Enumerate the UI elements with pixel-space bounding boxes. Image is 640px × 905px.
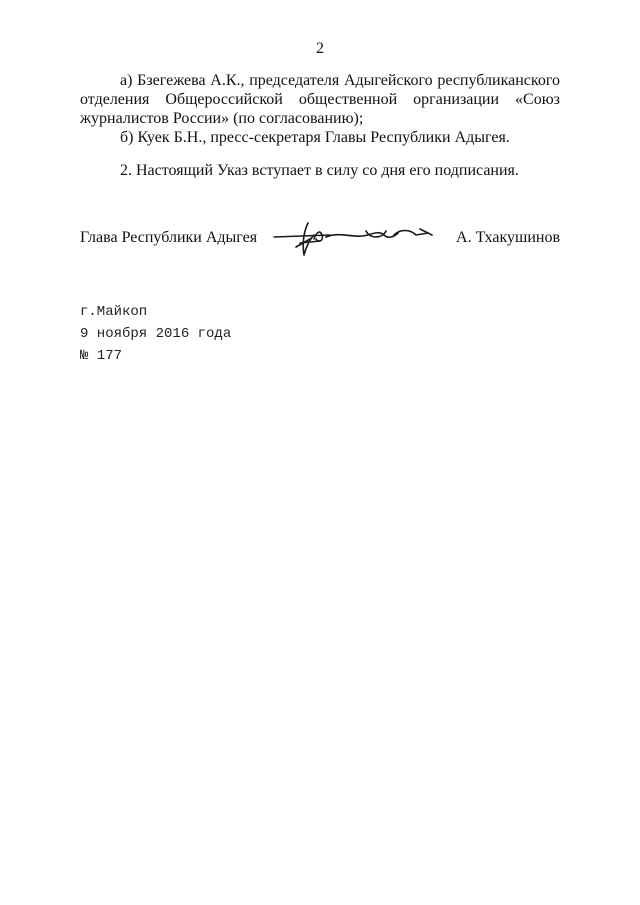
page-number: 2 [316, 40, 324, 57]
item-a-line1: а) Бзегежева А.К., председателя Адыгейского республиканского [120, 72, 560, 89]
item-a-line2: отделения Общероссийской общественной организации «Союз [80, 91, 560, 108]
item-a-line3: журналистов России» (по согласованию); [80, 110, 364, 127]
signatory-name: А. Тхакушинов [456, 229, 560, 246]
handwritten-signature [270, 213, 440, 263]
footer-number: № 177 [80, 348, 123, 364]
footer-date: 9 ноября 2016 года [80, 326, 232, 342]
signatory-position: Глава Республики Адыгея [80, 229, 258, 246]
item-b: б) Куек Б.Н., пресс-секретаря Главы Республики Адыгея. [120, 129, 510, 146]
point-2: 2. Настоящий Указ вступает в силу со дня его подписания. [120, 162, 519, 179]
footer-city: г.Майкоп [80, 304, 148, 320]
